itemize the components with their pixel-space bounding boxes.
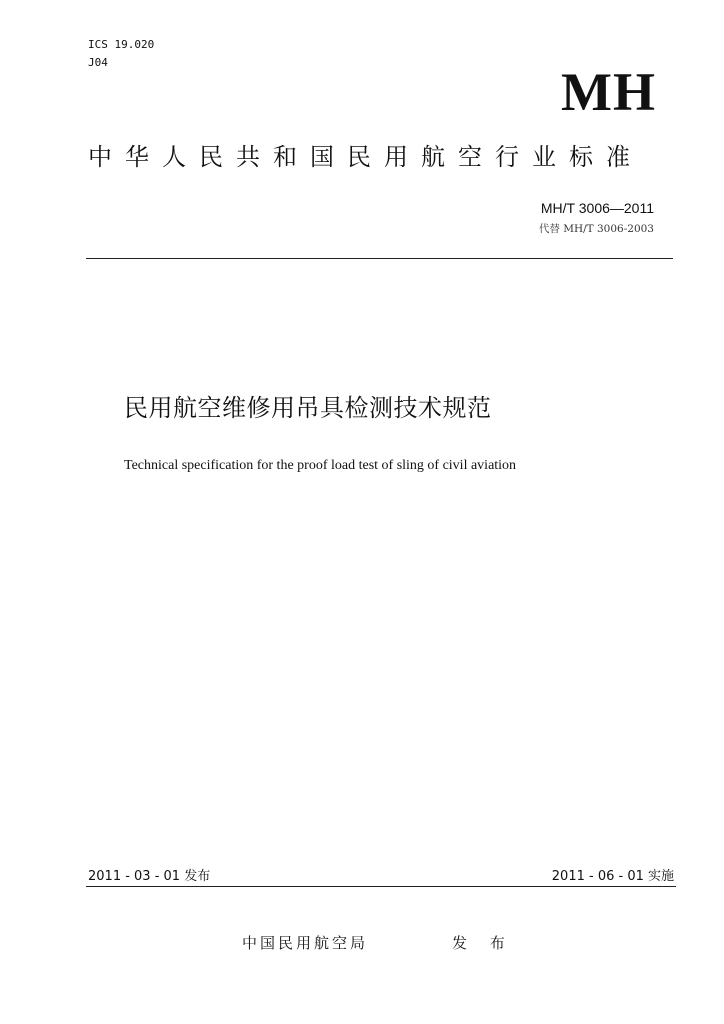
standard-number: MH/T 3006—2011 bbox=[540, 200, 654, 216]
document-title-chinese: 民用航空维修用吊具检测技术规范 bbox=[124, 394, 492, 422]
published-label: 发 布 bbox=[452, 934, 514, 952]
document-title-english: Technical specification for the proof load test of sling of civil aviation bbox=[124, 458, 517, 473]
publisher: 中国民用航空局 bbox=[242, 934, 369, 952]
issue-date: 2011 - 03 - 01 发布 bbox=[88, 869, 211, 884]
ics-code: ICS 19.020 bbox=[88, 38, 155, 51]
header-divider bbox=[86, 258, 673, 259]
implementation-date: 2011 - 06 - 01 实施 bbox=[551, 869, 674, 884]
standard-category-title: 中华人民共和国民用航空行业标准 bbox=[88, 143, 643, 171]
replaces-standard: 代替 MH/T 3006-2003 bbox=[538, 223, 654, 235]
standard-logo: MH bbox=[561, 62, 656, 122]
classification-code: J04 bbox=[88, 56, 108, 69]
footer-divider bbox=[86, 886, 676, 887]
